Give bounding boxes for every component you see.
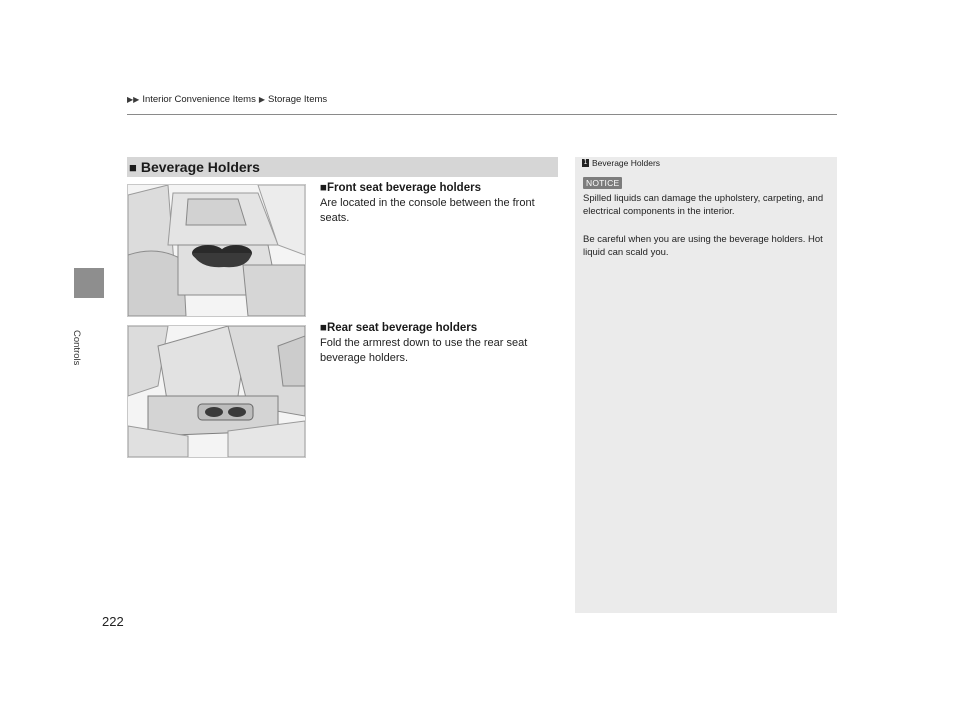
front-cupholder-illustration xyxy=(127,184,306,317)
notice-paragraph: Spilled liquids can damage the upholstery, carpeting, and electrical components in the interior. xyxy=(583,193,824,217)
front-seat-holders-heading xyxy=(320,182,558,194)
rear-seat-holders-title: Rear seat beverage holders xyxy=(326,322,478,334)
breadcrumb-item-storage[interactable]: Storage Items xyxy=(268,94,328,105)
page-number: 222 xyxy=(102,614,124,629)
side-note-reference xyxy=(582,158,660,168)
caution-paragraph: Be careful when you are using the beverage holders. Hot liquid can scald you. xyxy=(583,234,823,258)
chapter-tab-label: Controls xyxy=(71,330,82,366)
header-divider xyxy=(127,114,837,115)
rear-seat-holders-text: Fold the armrest down to use the rear seat beverage holders. xyxy=(320,337,528,364)
square-bullet-icon: ■ xyxy=(129,159,137,175)
section-title: Beverage Holders xyxy=(140,159,260,175)
rear-seat-holders-block xyxy=(320,322,558,366)
double-triangle-right-icon: ▶▶ xyxy=(127,95,140,104)
front-seat-holders-block xyxy=(320,182,558,226)
square-bullet-icon: ■ xyxy=(320,322,327,334)
front-seat-holders-text: Are located in the console between the front seats. xyxy=(320,197,535,224)
side-note-reference-label: Beverage Holders xyxy=(592,158,661,168)
breadcrumb-item-interior-convenience[interactable]: Interior Convenience Items xyxy=(142,94,256,105)
chapter-tab-marker xyxy=(74,268,104,298)
section-header xyxy=(127,157,558,177)
side-note-panel xyxy=(575,157,837,613)
breadcrumb xyxy=(127,94,327,105)
front-seat-holders-title: Front seat beverage holders xyxy=(326,182,481,194)
notice-badge: NOTICE xyxy=(583,177,622,189)
rear-cupholder-illustration xyxy=(127,325,306,458)
reference-number-icon: 1 xyxy=(583,159,588,166)
rear-seat-holders-heading xyxy=(320,322,558,334)
square-bullet-icon: ■ xyxy=(320,182,327,194)
triangle-right-icon: ▶ xyxy=(258,95,265,104)
